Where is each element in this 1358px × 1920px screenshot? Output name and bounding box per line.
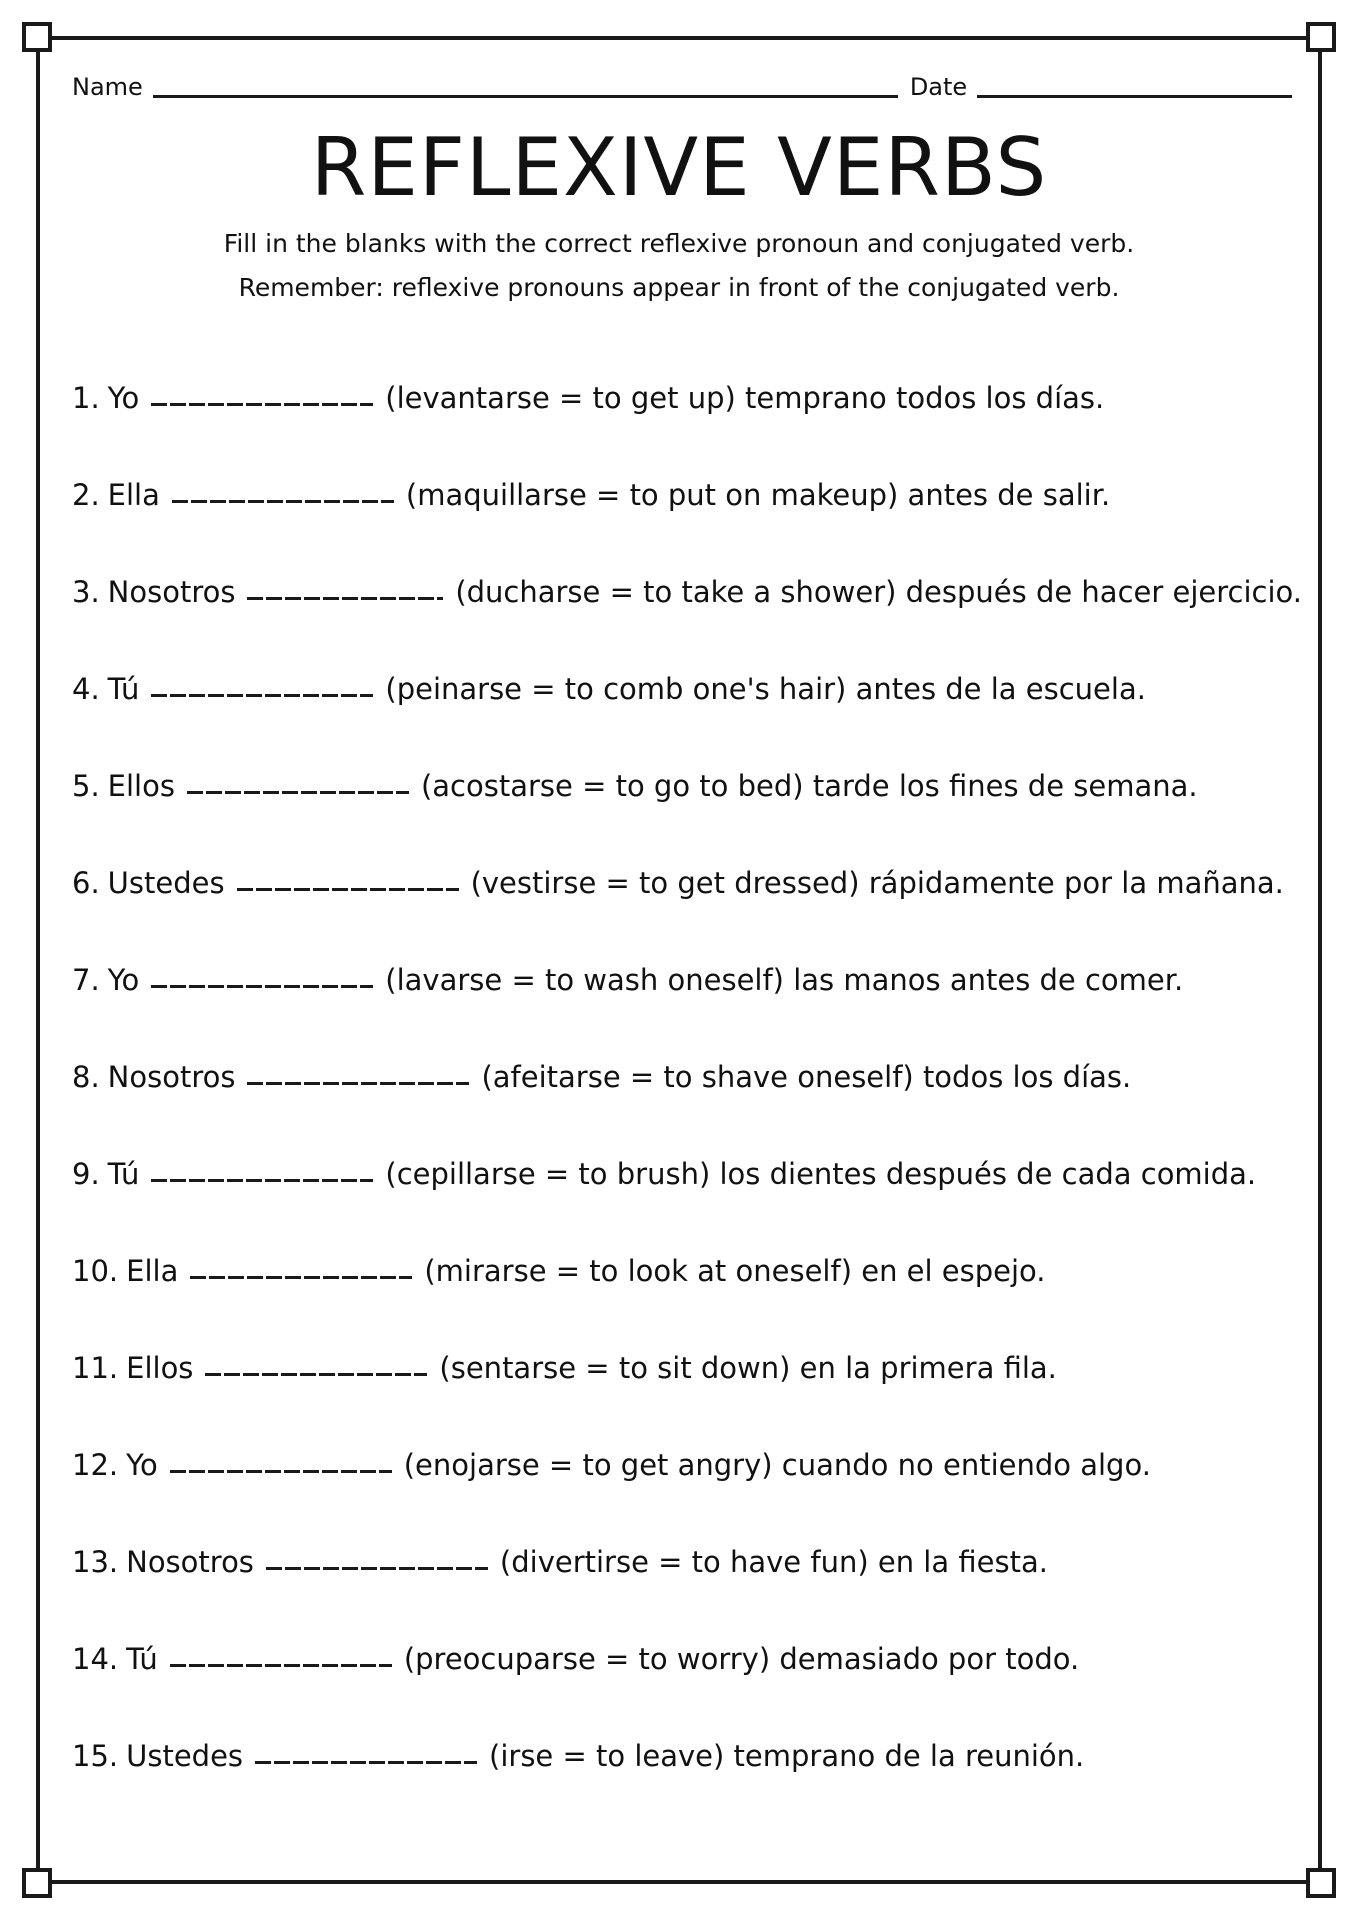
- item-subject: Yo: [107, 963, 140, 997]
- exercise-item: [72, 667, 1302, 764]
- corner-square-bottom-right: [1306, 1868, 1336, 1898]
- answer-blank[interactable]: [170, 1443, 392, 1473]
- answer-blank[interactable]: [170, 1637, 392, 1667]
- answer-blank[interactable]: [205, 1346, 427, 1376]
- item-prompt: (levantarse = to get up) temprano todos los días.: [385, 381, 1105, 415]
- exercise-item: [72, 473, 1302, 570]
- answer-blank[interactable]: [237, 861, 459, 891]
- item-prompt: (sentarse = to sit down) en la primera fila.: [439, 1351, 1057, 1385]
- answer-blank[interactable]: [255, 1734, 477, 1764]
- item-subject: Yo: [107, 381, 140, 415]
- exercise-item: [72, 861, 1302, 958]
- exercise-item: [72, 376, 1302, 473]
- item-prompt: (vestirse = to get dressed) rápidamente por la mañana.: [470, 866, 1284, 900]
- item-subject: Yo: [126, 1448, 158, 1482]
- answer-blank[interactable]: [172, 473, 394, 503]
- item-prompt: (irse = to leave) temprano de la reunión.: [489, 1739, 1085, 1773]
- exercise-item: [72, 1734, 1302, 1831]
- item-subject: Ellos: [107, 769, 175, 803]
- answer-blank[interactable]: [266, 1540, 488, 1570]
- date-label: Date: [909, 73, 968, 101]
- exercise-item: [72, 1540, 1302, 1637]
- item-subject: Tú: [107, 1157, 140, 1191]
- date-field[interactable]: [977, 71, 1292, 98]
- exercise-item: [72, 958, 1302, 1055]
- answer-blank[interactable]: [247, 1055, 469, 1085]
- exercise-item: [72, 1637, 1302, 1734]
- name-label: Name: [72, 73, 143, 101]
- exercise-item: [72, 570, 1302, 667]
- name-date-row: [72, 66, 1292, 102]
- answer-blank[interactable]: [247, 570, 443, 600]
- exercise-item: [72, 1152, 1302, 1249]
- answer-blank[interactable]: [151, 667, 373, 697]
- instruction-line: Fill in the blanks with the correct reflexive pronoun and conjugated verb.: [223, 229, 1135, 258]
- exercise-item: [72, 764, 1302, 861]
- instruction-line: Remember: reflexive pronouns appear in front of the conjugated verb.: [238, 273, 1120, 302]
- item-prompt: (peinarse = to comb one's hair) antes de la escuela.: [385, 672, 1146, 706]
- item-prompt: (cepillarse = to brush) los dientes después de cada comida.: [385, 1157, 1257, 1191]
- exercise-item: [72, 1055, 1302, 1152]
- answer-blank[interactable]: [151, 1152, 373, 1182]
- answer-blank[interactable]: [151, 958, 373, 988]
- item-prompt: (afeitarse = to shave oneself) todos los días.: [481, 1060, 1132, 1094]
- item-number: 11.: [72, 1351, 119, 1385]
- item-number: 10.: [72, 1254, 119, 1288]
- exercise-item: [72, 1443, 1302, 1540]
- item-number: 3.: [72, 575, 100, 609]
- item-subject: Ella: [107, 478, 160, 512]
- item-prompt: (lavarse = to wash oneself) las manos antes de comer.: [385, 963, 1184, 997]
- item-subject: Ella: [126, 1254, 179, 1288]
- item-prompt: (acostarse = to go to bed) tarde los fines de semana.: [420, 769, 1198, 803]
- name-field[interactable]: [153, 71, 898, 98]
- item-number: 5.: [72, 769, 100, 803]
- answer-blank[interactable]: [151, 376, 373, 406]
- exercise-item: [72, 1249, 1302, 1346]
- item-subject: Tú: [126, 1642, 158, 1676]
- answer-blank[interactable]: [190, 1249, 412, 1279]
- item-subject: Nosotros: [107, 575, 236, 609]
- item-subject: Nosotros: [107, 1060, 236, 1094]
- item-prompt: (preocuparse = to worry) demasiado por todo.: [403, 1642, 1080, 1676]
- answer-blank[interactable]: [187, 764, 409, 794]
- item-number: 7.: [72, 963, 100, 997]
- item-number: 13.: [72, 1545, 119, 1579]
- item-prompt: (divertirse = to have fun) en la fiesta.: [499, 1545, 1048, 1579]
- item-prompt: (ducharse = to take a shower) después de hacer ejercicio.: [455, 575, 1302, 609]
- item-subject: Ustedes: [126, 1739, 244, 1773]
- item-number: 6.: [72, 866, 100, 900]
- item-prompt: (mirarse = to look at oneself) en el espejo.: [424, 1254, 1046, 1288]
- item-number: 4.: [72, 672, 100, 706]
- instructions: [0, 222, 1358, 310]
- item-subject: Nosotros: [126, 1545, 254, 1579]
- item-number: 8.: [72, 1060, 100, 1094]
- item-subject: Ustedes: [107, 866, 225, 900]
- item-number: 15.: [72, 1739, 119, 1773]
- item-number: 12.: [72, 1448, 119, 1482]
- item-number: 9.: [72, 1157, 100, 1191]
- item-number: 2.: [72, 478, 100, 512]
- item-number: 1.: [72, 381, 100, 415]
- item-subject: Tú: [107, 672, 140, 706]
- item-subject: Ellos: [126, 1351, 194, 1385]
- exercise-item: [72, 1346, 1302, 1443]
- corner-square-bottom-left: [22, 1868, 52, 1898]
- item-prompt: (maquillarse = to put on makeup) antes de salir.: [405, 478, 1111, 512]
- exercise-list: [72, 376, 1302, 1831]
- corner-square-top-left: [22, 22, 52, 52]
- item-number: 14.: [72, 1642, 119, 1676]
- worksheet-title: REFLEXIVE VERBS: [310, 121, 1048, 214]
- item-prompt: (enojarse = to get angry) cuando no entiendo algo.: [403, 1448, 1151, 1482]
- corner-square-top-right: [1306, 22, 1336, 52]
